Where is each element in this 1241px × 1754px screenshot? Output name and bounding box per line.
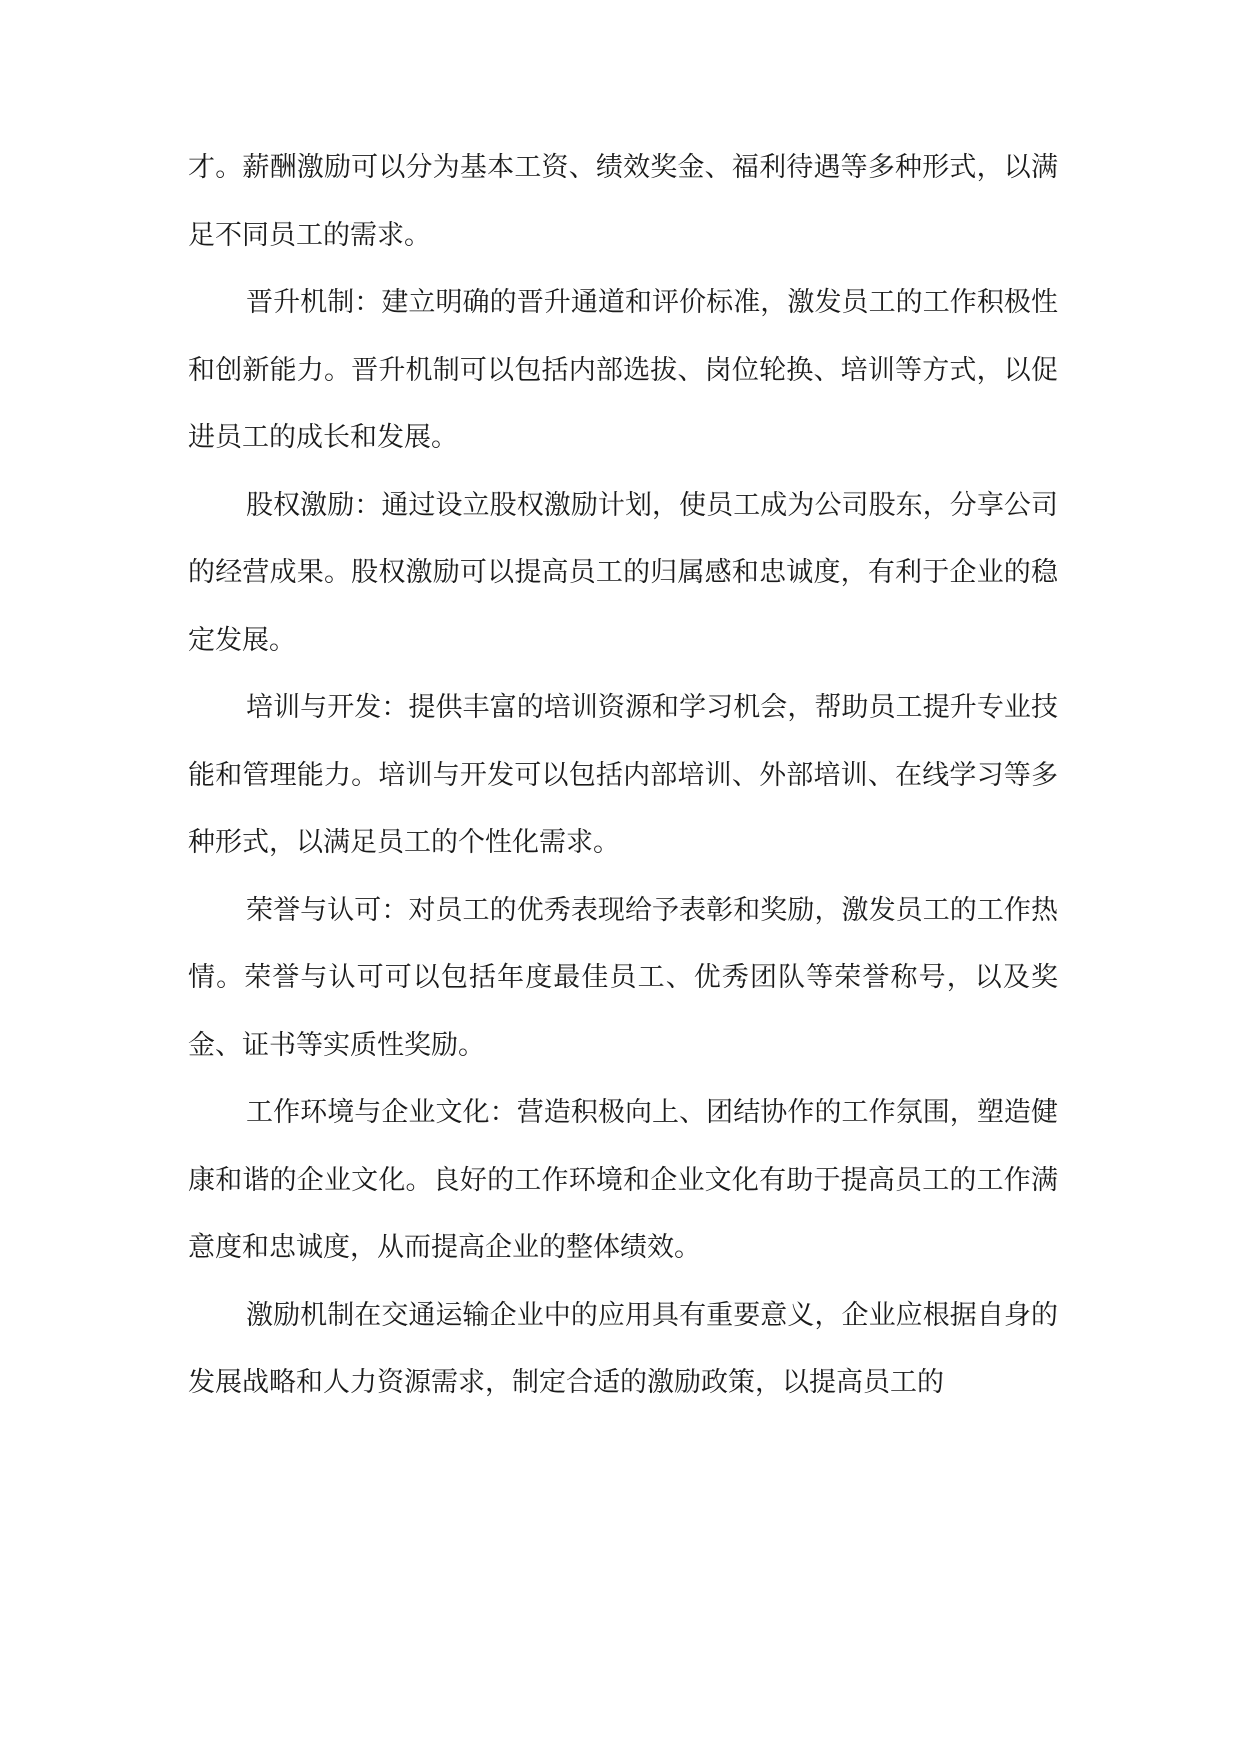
paragraph-promotion: 晋升机制：建立明确的晋升通道和评价标准，激发员工的工作积极性和创新能力。晋升机制可以包括内部选拔、岗位轮换、培训等方式，以促进员工的成长和发展。	[188, 287, 1058, 453]
paragraph-conclusion: 激励机制在交通运输企业中的应用具有重要意义，企业应根据自身的发展战略和人力资源需求，制定合适的激励政策，以提高员工的	[188, 1299, 1058, 1398]
paragraph-honor-recognition: 荣誉与认可：对员工的优秀表现给予表彰和奖励，激发员工的工作热情。荣誉与认可可以包括年度最佳员工、优秀团队等荣誉称号，以及奖金、证书等实质性奖励。	[188, 894, 1058, 1061]
paragraph-training: 培训与开发：提供丰富的培训资源和学习机会，帮助员工提升专业技能和管理能力。培训与开发可以包括内部培训、外部培训、在线学习等多种形式，以满足员工的个性化需求。	[188, 692, 1058, 858]
paragraph-equity-incentive: 股权激励：通过设立股权激励计划，使员工成为公司股东，分享公司的经营成果。股权激励可以提高员工的归属感和忠诚度，有利于企业的稳定发展。	[188, 489, 1058, 656]
paragraph-work-environment: 工作环境与企业文化：营造积极向上、团结协作的工作氛围，塑造健康和谐的企业文化。良好的工作环境和企业文化有助于提高员工的工作满意度和忠诚度，从而提高企业的整体绩效。	[188, 1097, 1058, 1263]
paragraph-salary-continuation: 才。薪酬激励可以分为基本工资、绩效奖金、福利待遇等多种形式，以满足不同员工的需求。	[188, 152, 1058, 251]
document-body	[188, 134, 1058, 1417]
